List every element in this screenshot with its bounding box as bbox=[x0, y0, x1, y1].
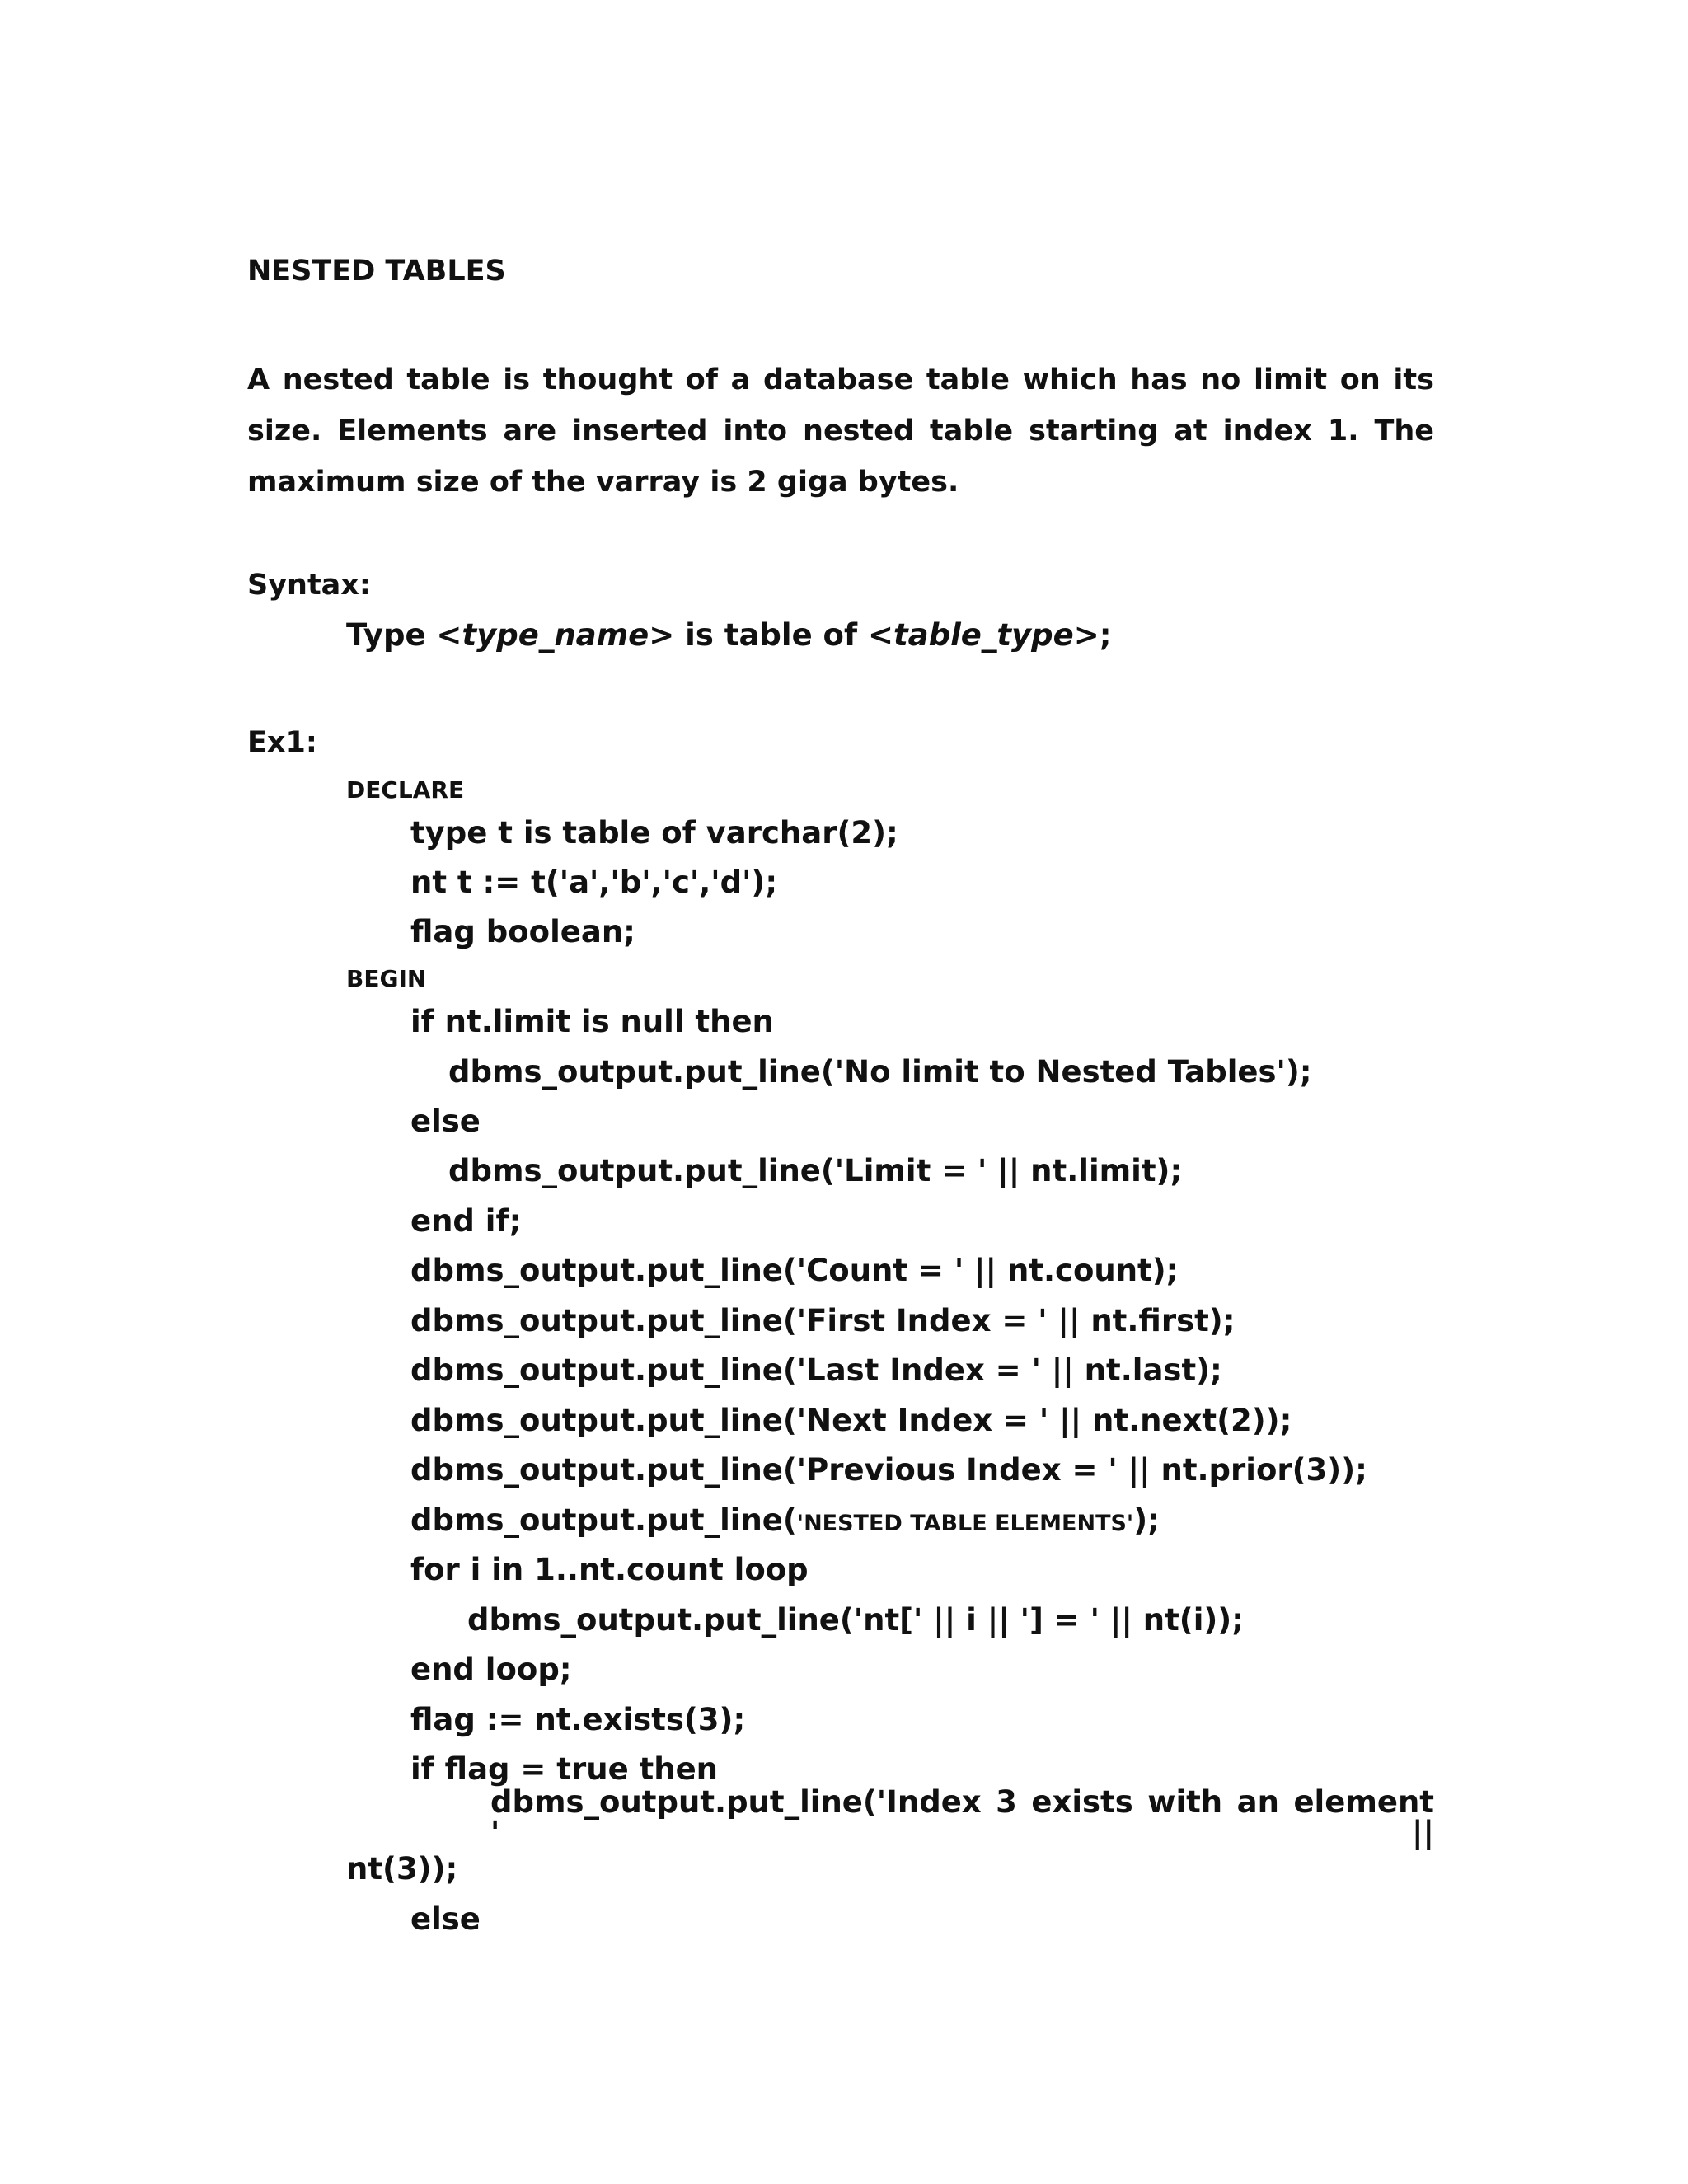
code-line-elements bbox=[410, 1502, 1160, 1538]
code-line-continuation: nt(3)); bbox=[346, 1851, 458, 1886]
code-line: else bbox=[410, 1901, 481, 1937]
code-line: dbms_output.put_line('Previous Index = ' || nt.prior(3)); bbox=[410, 1452, 1367, 1488]
code-line: dbms_output.put_line('Next Index = ' || nt.next(2)); bbox=[410, 1403, 1292, 1438]
syntax-label: Syntax: bbox=[247, 569, 371, 602]
code-line: flag := nt.exists(3); bbox=[410, 1702, 746, 1737]
code-line: type t is table of varchar(2); bbox=[410, 815, 898, 851]
code-line: if nt.limit is null then bbox=[410, 1004, 774, 1039]
code-line: if flag = true then bbox=[410, 1751, 719, 1787]
page-title: NESTED TABLES bbox=[247, 255, 506, 288]
code-line: dbms_output.put_line('Last Index = ' || nt.last); bbox=[410, 1352, 1222, 1388]
syntax-part-1: Type < bbox=[346, 617, 462, 653]
example-label: Ex1: bbox=[247, 726, 317, 759]
code-line-wrapped: dbms_output.put_line('Index 3 exists with an element ' || bbox=[490, 1784, 1434, 1850]
code-declare-keyword: DECLARE bbox=[346, 776, 465, 804]
code-begin-keyword: BEGIN bbox=[346, 965, 427, 992]
syntax-type-name: type_name bbox=[462, 617, 649, 653]
syntax-part-2: > is table of < bbox=[649, 617, 893, 653]
code-line: dbms_output.put_line('Count = ' || nt.count); bbox=[410, 1253, 1179, 1288]
code-call-suffix: ); bbox=[1133, 1502, 1160, 1538]
code-line: dbms_output.put_line('Limit = ' || nt.limit); bbox=[448, 1153, 1183, 1188]
code-line: for i in 1..nt.count loop bbox=[410, 1552, 809, 1587]
code-call-prefix: dbms_output.put_line( bbox=[410, 1502, 797, 1538]
syntax-part-3: >; bbox=[1073, 617, 1112, 653]
code-line: nt t := t('a','b','c','d'); bbox=[410, 865, 778, 900]
code-line: dbms_output.put_line('First Index = ' || nt.first); bbox=[410, 1303, 1236, 1338]
code-line: end loop; bbox=[410, 1652, 572, 1687]
intro-paragraph: A nested table is thought of a database table which has no limit on its size. Elements are inserted into nested table starting at index 1. The maximum size of the varray is 2 giga bytes. bbox=[247, 363, 1434, 499]
code-line: dbms_output.put_line('nt[' || i || '] = ' || nt(i)); bbox=[467, 1602, 1245, 1638]
syntax-line bbox=[346, 617, 1112, 653]
code-string-literal: 'NESTED TABLE ELEMENTS' bbox=[796, 1511, 1134, 1536]
code-line: dbms_output.put_line('No limit to Nested Tables'); bbox=[448, 1054, 1312, 1090]
code-line: end if; bbox=[410, 1203, 522, 1239]
syntax-table-type: table_type bbox=[893, 617, 1074, 653]
code-line: flag boolean; bbox=[410, 914, 635, 949]
code-line: else bbox=[410, 1104, 481, 1139]
